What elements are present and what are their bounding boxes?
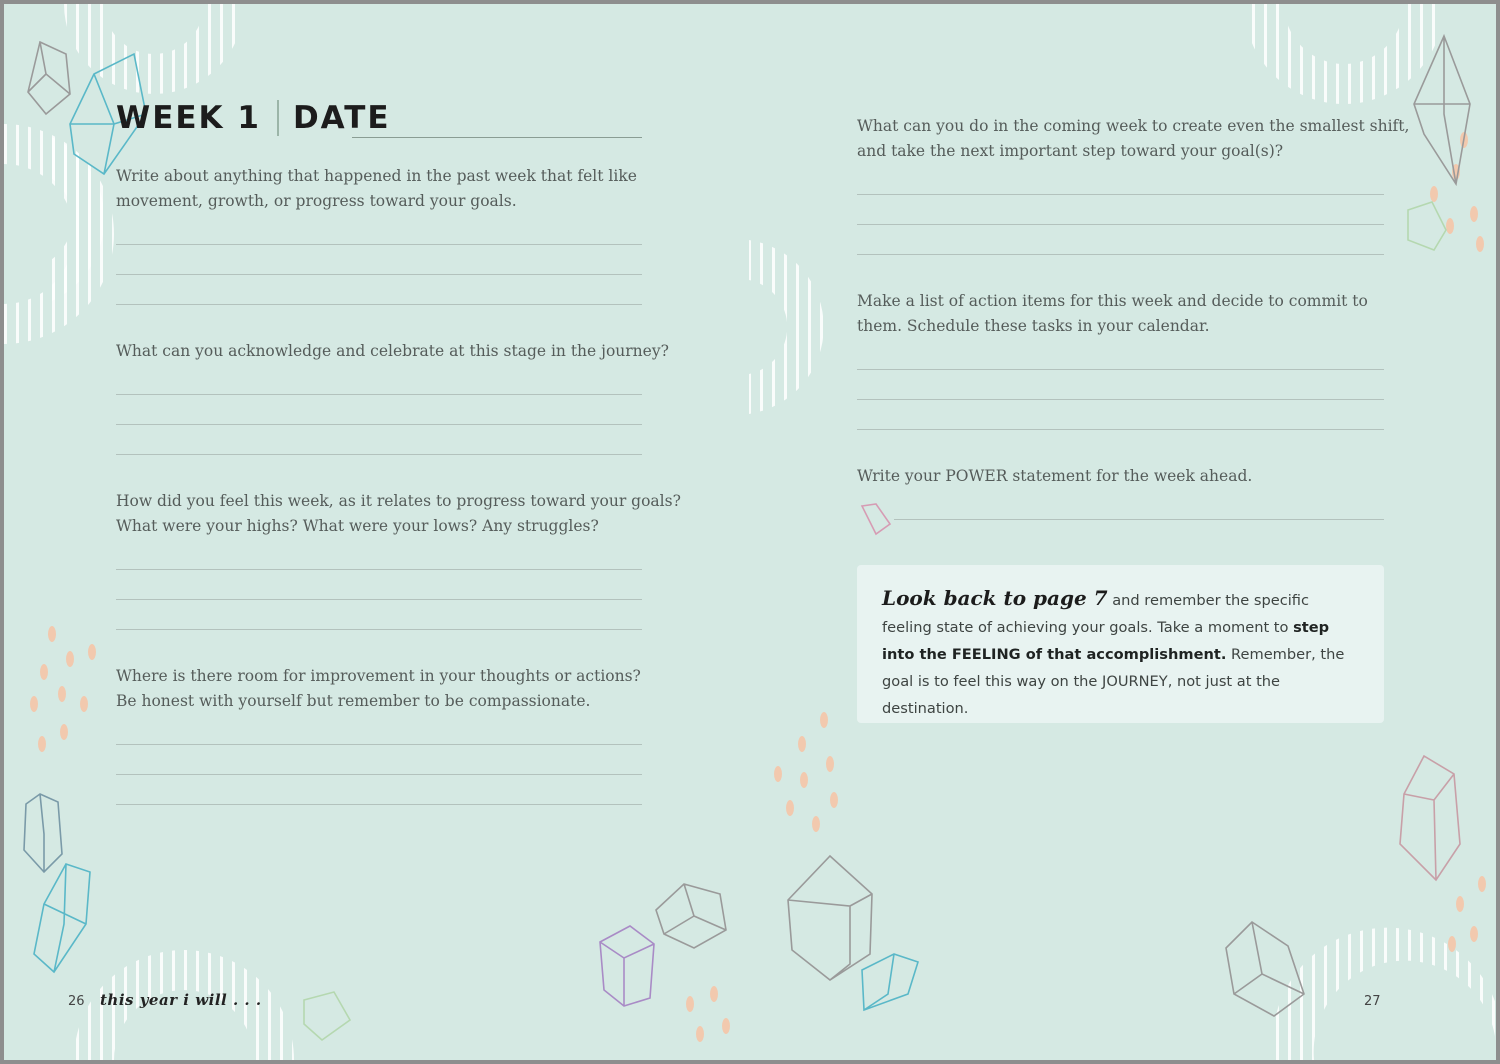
gem-icon xyxy=(1226,922,1304,1016)
gem-icon xyxy=(1408,202,1446,250)
stripe-arc-bottom-right xyxy=(1273,928,1496,1060)
writing-line[interactable] xyxy=(116,569,642,570)
power-statement-line[interactable] xyxy=(894,519,1384,520)
date-label: DATE xyxy=(292,100,391,136)
book-spread xyxy=(4,4,1496,1060)
right-page-number: 27 xyxy=(1364,994,1381,1009)
writing-line[interactable] xyxy=(116,304,642,305)
stripe-arc-center xyxy=(749,240,824,414)
callout-text: Look back to page 7 and remember the specific feeling state of achieving your goals. Take a moment to step into the FEELING of that accomplishment. Remember, the goal is to feel this way on the JOURNEY, not just at the destination. xyxy=(882,586,1345,717)
writing-line[interactable] xyxy=(857,254,1384,255)
question-5: What can you do in the coming week to create even the smallest shift, and take the next important step toward your goal(s)? xyxy=(857,117,1410,160)
gem-icon xyxy=(862,504,890,534)
crystal-icon xyxy=(1400,756,1460,880)
crystal-icon xyxy=(24,794,62,872)
writing-line[interactable] xyxy=(857,369,1384,370)
writing-line[interactable] xyxy=(116,599,642,600)
writing-line[interactable] xyxy=(857,194,1384,195)
date-line xyxy=(352,137,642,138)
stripe-arc-top-right xyxy=(1244,4,1444,104)
writing-line[interactable] xyxy=(857,429,1384,430)
question-6: Make a list of action items for this week and decide to commit to them. Schedule these tasks in your calendar. xyxy=(857,292,1368,335)
writing-line[interactable] xyxy=(116,744,642,745)
question-2: What can you acknowledge and celebrate at this stage in the journey? xyxy=(116,342,669,360)
week-label: WEEK 1 xyxy=(116,100,261,136)
callout-emphasis: step into the FEELING of that accomplishment. xyxy=(882,619,1330,663)
writing-line[interactable] xyxy=(116,274,642,275)
writing-line[interactable] xyxy=(116,804,642,805)
writing-line[interactable] xyxy=(116,629,642,630)
running-title: this year i will . . . xyxy=(100,991,262,1009)
question-4: Where is there room for improvement in your thoughts or actions? Be honest with yourself but remember to be compassionate. xyxy=(116,667,641,710)
question-1: Write about anything that happened in the past week that felt like movement, growth, or progress toward your goals. xyxy=(116,167,637,210)
writing-line[interactable] xyxy=(857,224,1384,225)
crystal-icon xyxy=(788,856,872,980)
crystal-icon xyxy=(34,864,90,972)
gem-icon xyxy=(862,954,918,1010)
left-page-number: 26 xyxy=(68,994,85,1009)
title-divider xyxy=(277,100,279,136)
gem-icon xyxy=(28,42,70,114)
callout-box xyxy=(857,565,1384,723)
page-title xyxy=(116,100,391,136)
writing-line[interactable] xyxy=(116,244,642,245)
callout-lead: Look back to page 7 xyxy=(882,586,1108,610)
writing-line[interactable] xyxy=(116,774,642,775)
writing-line[interactable] xyxy=(116,454,642,455)
question-3: How did you feel this week, as it relates to progress toward your goals? What were your highs? What were your lows? Any struggles? xyxy=(116,492,681,535)
writing-line[interactable] xyxy=(116,424,642,425)
question-7: Write your POWER statement for the week ahead. xyxy=(857,467,1253,485)
gem-icon xyxy=(656,884,726,948)
writing-line[interactable] xyxy=(116,394,642,395)
crystal-icon xyxy=(600,926,654,1006)
gem-icon xyxy=(304,992,350,1040)
writing-line[interactable] xyxy=(857,399,1384,400)
